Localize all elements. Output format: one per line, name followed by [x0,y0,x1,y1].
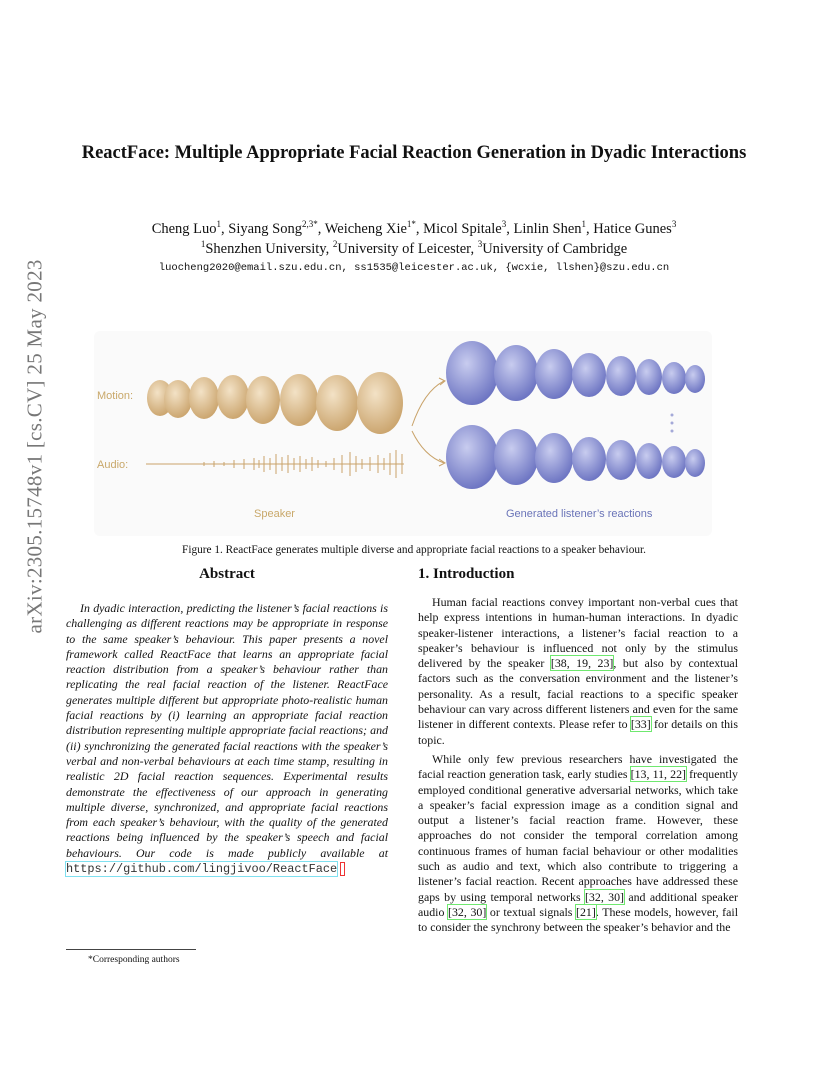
author: Hatice Gunes [593,221,672,237]
introduction-text [418,595,738,940]
affiliation-mark: 2 [332,239,338,250]
branch-arrows [412,378,445,466]
author: Micol Spitale [423,221,502,237]
figure-1 [94,331,712,536]
affiliation-mark: 1 [200,239,206,250]
intro-paragraph-2 [418,752,738,936]
paper-title: ReactFace: Multiple Appropriate Facial Reaction Generation in Dyadic Interactions [81,143,747,163]
speaker-label: Speaker [254,508,295,520]
author: Linlin Shen [513,221,582,237]
arxiv-identifier: arXiv:2305.15748v1 [cs.CV] 25 May 2023 [22,259,47,634]
affiliation: Shenzhen University [205,241,326,257]
author: Siyang Song [228,221,302,237]
citation-link[interactable]: [32, 30] [448,904,487,919]
text: . These models, however, fail to consider the synchrony between the speaker’s behavior and the [418,904,739,935]
footnote-rule [66,949,196,950]
listener-label: Generated listener’s reactions [506,508,653,520]
author-mark: 1 [216,219,222,230]
text: frequently employed conditional generative adversarial networks, which take a speaker’s facial expression image as a condition signal and output a listener’s facial reaction frame. However, these approaches do not consider the temporal correlation among continuous frames of human facial behaviour or other modalities such as audio and text, which also contribute to triggering a listener’s facial reaction. Recent approaches have addressed these gaps by using temporal networks [418,767,738,904]
affiliation: University of Leicester [337,241,471,257]
listener-heads-row-1 [446,341,705,405]
citation-link[interactable]: [13, 11, 22] [630,767,686,782]
text: for details on this topic. [418,717,738,747]
author: Cheng Luo [151,221,217,237]
footnote: *Corresponding authors [88,955,180,965]
affiliation: University of Cambridge [482,241,628,257]
author-mark: 3 [671,219,677,230]
figure-illustration [94,331,712,536]
citation-link[interactable]: [21] [576,904,596,919]
code-link[interactable]: https://github.com/lingjivoo/ReactFace [66,862,338,877]
text: , but also by contextual factors such as the conversation environment and the listener’s personality. As a result, facial reactions to a specific speaker behaviour can vary across different listeners and even for the same listener in different contexts. Please refer to [418,656,739,732]
citation-link[interactable]: [33] [630,717,651,732]
abstract-body: In dyadic interaction, predicting the listener’s facial reactions is challenging as different reactions may be appropriate in response to the same speaker’s behaviour. This paper presents a novel framework called ReactFace that learns an appropriate facial reaction distribution from a speaker’s behaviour rather than replicating the real facial reaction of the listener. ReactFace generates multiple different but appropriate photo-realistic human facial reactions by (i) learning an appropriate facial reaction distribution representing multiple appropriate facial reactions; and (ii) synchronizing the generated facial reactions with the speaker’s verbal and non-verbal behaviours at each time stamp, resulting in realistic 2D facial reaction sequences. Experimental results demonstrate the effectiveness of our approach in generating multiple diverse, synchronized, and appropriate facial reactions from each speaker’s behaviour, with the quality of the generated reactions being influenced by the speaker’s speech and facial behaviours. Our code is made publicly available at [66,601,388,860]
text: While only few previous researchers have investigated the facial reaction generation task, early studies [418,751,738,782]
author-block [60,219,768,259]
author: Weicheng Xie [324,221,407,237]
text: and additional speaker audio [418,889,739,919]
author-mark: 2,3* [302,219,318,230]
author-mark: 3 [501,219,507,230]
audio-label: Audio: [97,459,129,471]
text: Human facial reactions convey important non-verbal cues that help express intentions in human-human interactions. In dyadic speaker-listener interactions, a listener’s facial reaction to a speaker’s behaviour is influenced not only by the stimulus delivered by the speaker [418,595,738,671]
text: or textual signals [486,904,577,919]
audio-waveform [146,450,404,478]
ellipsis-dots [671,414,674,433]
listener-heads-row-2 [446,425,705,489]
citation-link[interactable]: [38, 19, 23] [550,656,614,671]
footnote-marker-box [340,862,345,876]
figure-caption: Figure 1. ReactFace generates multiple diverse and appropriate facial reactions to a speaker behaviour. [182,544,646,556]
speaker-heads [147,372,403,434]
motion-label: Motion: [97,390,134,402]
citation-link[interactable]: [32, 30] [584,889,624,904]
abstract-heading: Abstract [199,566,255,582]
intro-paragraph-1 [418,595,738,748]
abstract-text [66,601,388,877]
author-emails: luocheng2020@email.szu.edu.cn, ss1535@leicester.ac.uk, {wcxie, llshen}@szu.edu.cn [158,262,670,274]
author-list: Cheng Luo$^1$, Siyang Song$^{2,3*}$, Weicheng Xie$^{1*}$, Micol Spitale$^3$, Linlin Shen$^1$, Hatice Gunes$^3$ [151,219,677,237]
affiliation-mark: 3 [477,239,483,250]
author-mark: 1* [406,219,416,230]
affiliation-list: $^1$Shenzhen University, $^2$University of Leicester, $^3$University of Cambridge [200,239,628,257]
introduction-heading: 1. Introduction [418,566,515,582]
author-mark: 1 [581,219,587,230]
